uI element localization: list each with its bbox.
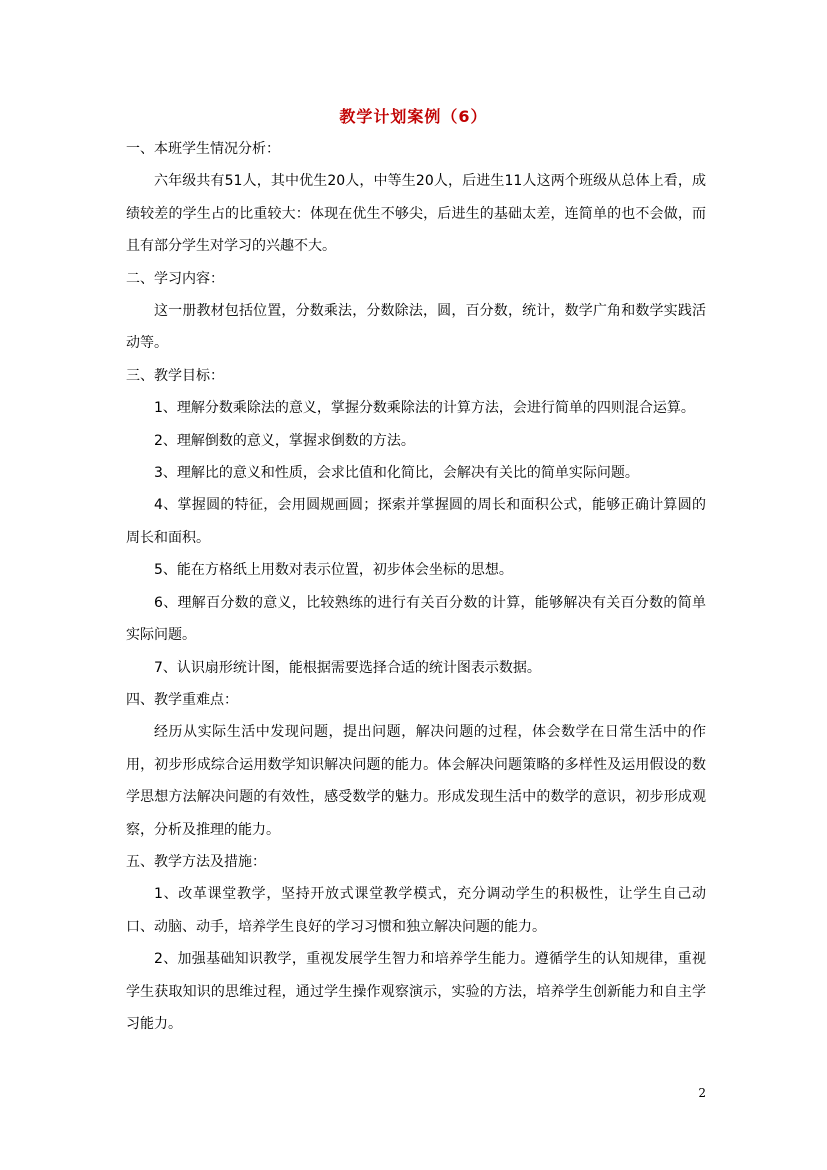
list-item: 1、改革课堂教学，坚持开放式课堂教学模式，充分调动学生的积极性，让学生自己动口、动脑、动手，培养学生良好的学习习惯和独立解决问题的能力。 xyxy=(126,886,706,935)
list-item: 7、认识扇形统计图，能根据需要选择合适的统计图表示数据。 xyxy=(154,659,541,676)
list-item: 2、加强基础知识教学，重视发展学生智力和培养学生能力。遵循学生的认知规律，重视学生获取知识的思维过程，通过学生操作观察演示，实验的方法，培养学生创新能力和自主学习能力。 xyxy=(126,951,706,1032)
paragraph: 这一册教材包括位置，分数乘法，分数除法，圆，百分数，统计，数学广角和数学实践活动等。 xyxy=(126,303,706,352)
list-item: 6、理解百分数的意义，比较熟练的进行有关百分数的计算，能够解决有关百分数的简单实际问题。 xyxy=(126,594,706,644)
section-heading: 三、教学目标： xyxy=(126,367,224,384)
list-item: 4、掌握圆的特征，会用圆规画圆；探索并掌握圆的周长和面积公式，能够正确计算圆的周长和面积。 xyxy=(126,497,706,546)
list-item: 5、能在方格纸上用数对表示位置，初步体会坐标的思想。 xyxy=(154,562,513,579)
section-heading: 一、本班学生情况分析： xyxy=(126,141,280,157)
list-item: 1、理解分数乘除法的意义，掌握分数乘除法的计算方法，会进行简单的四则混合运算。 xyxy=(154,400,695,417)
section-heading: 二、学习内容： xyxy=(126,270,224,287)
page-number: 2 xyxy=(698,1086,706,1100)
paragraph: 六年级共有51人，其中优生20人，中等生20人，后进生11人这两个班级从总体上看，成绩较差的学生占的比重较大：体现在优生不够尖，后进生的基础太差，连简单的也不会做，而且有部分学生对学习的兴趣不大。 xyxy=(126,173,706,255)
paragraph: 经历从实际生活中发现问题，提出问题，解决问题的过程，体会数学在日常生活中的作用，初步形成综合运用数学知识解决问题的能力。体会解决问题策略的多样性及运用假设的数学思想方法解决问题的有效性，感受数学的魅力。形成发现生活中的数学的意识，初步形成观察，分析及推理的能力。 xyxy=(126,724,706,838)
document-body xyxy=(126,133,706,1040)
list-item: 3、理解比的意义和性质，会求比值和化简比，会解决有关比的简单实际问题。 xyxy=(154,465,639,482)
list-item: 2、理解倒数的意义，掌握求倒数的方法。 xyxy=(154,432,415,449)
section-heading: 四、教学重难点： xyxy=(126,691,238,708)
document-title: 教学计划案例（6） xyxy=(339,107,488,126)
section-heading: 五、教学方法及措施： xyxy=(126,853,266,870)
